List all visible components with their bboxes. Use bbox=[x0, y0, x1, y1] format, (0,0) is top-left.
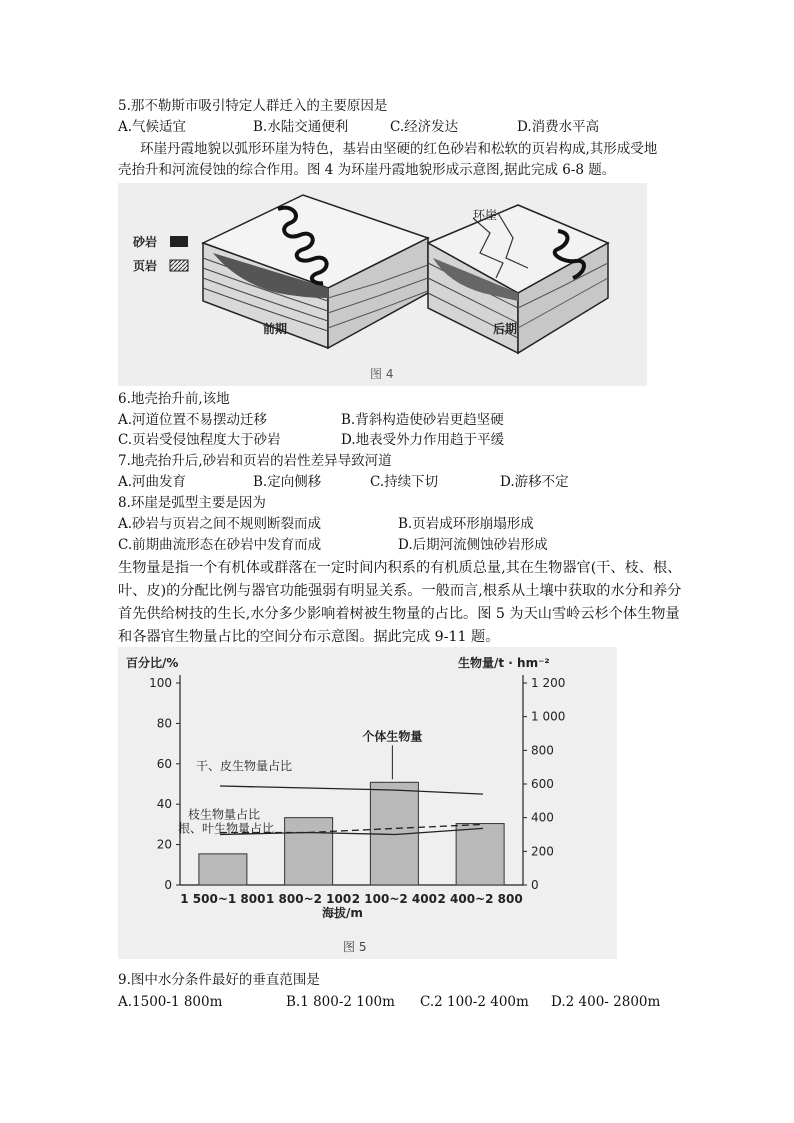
label-early: 前期 bbox=[263, 322, 288, 336]
y-left-tick-label: 80 bbox=[156, 716, 172, 731]
figure-4-diagram bbox=[118, 183, 647, 386]
figure-4 bbox=[118, 183, 647, 386]
q7-stem: 7.地壳抬升后,砂岩和页岩的岩性差异导致河道 bbox=[118, 453, 392, 469]
q5-option-c: C.经济发达 bbox=[390, 119, 459, 135]
q9-option-a: A.1500-1 800m bbox=[118, 994, 223, 1010]
x-tick-label: 2 100~2 400 bbox=[351, 892, 437, 906]
legend-sandstone-swatch bbox=[170, 236, 188, 247]
passage2-line4: 和各器官生物量占比的空间分布示意图。据此完成 9-11 题。 bbox=[118, 629, 500, 645]
q6-option-a: A.河道位置不易摆动迁移 bbox=[118, 412, 268, 428]
q5-stem: 5.那不勒斯市吸引特定人群迁入的主要原因是 bbox=[118, 98, 388, 114]
x-tick-label: 1 800~2 100 bbox=[266, 892, 352, 906]
series-label: 枝生物量占比 bbox=[188, 807, 261, 822]
q6-option-d: D.地表受外力作用趋于平缓 bbox=[341, 432, 505, 448]
legend-sandstone-label: 砂岩 bbox=[133, 235, 158, 249]
passage2-line3: 首先供给树技的生长,水分多少影响着树被生物量的占比。图 5 为天山雪岭云杉个体生物量 bbox=[118, 606, 680, 622]
q8-option-d: D.后期河流侧蚀砂岩形成 bbox=[398, 537, 548, 553]
y-right-tick-label: 800 bbox=[531, 743, 554, 758]
label-late: 后期 bbox=[493, 322, 518, 336]
q7-option-d: D.游移不定 bbox=[500, 474, 569, 490]
y-left-tick-label: 0 bbox=[164, 878, 172, 892]
q6-stem: 6.地壳抬升前,该地 bbox=[118, 391, 230, 407]
x-tick-label: 1 500~1 800 bbox=[180, 892, 266, 906]
series-line bbox=[220, 786, 483, 794]
biomass-bar bbox=[285, 818, 333, 885]
biomass-bar bbox=[456, 824, 504, 885]
y-left-tick-label: 40 bbox=[156, 797, 172, 812]
y-right-tick-label: 1 000 bbox=[531, 709, 566, 724]
y-right-tick-label: 400 bbox=[531, 810, 554, 825]
x-axis-title: 海拔/m bbox=[322, 906, 363, 920]
y-left-tick-label: 60 bbox=[156, 756, 172, 771]
series-label: 干、皮生物量占比 bbox=[196, 759, 293, 774]
y-left-tick-label: 20 bbox=[156, 837, 172, 852]
y-left-axis-title: 百分比/% bbox=[126, 656, 179, 670]
q9-option-c: C.2 100-2 400m bbox=[420, 994, 529, 1010]
biomass-chart bbox=[118, 647, 617, 959]
q5-option-d: D.消费水平高 bbox=[517, 119, 600, 135]
legend-shale-swatch bbox=[170, 260, 188, 271]
figure-5-caption: 图 5 bbox=[343, 940, 367, 954]
figure-4-caption: 图 4 bbox=[370, 367, 394, 381]
series-label: 根、叶生物量占比 bbox=[178, 821, 275, 836]
y-right-tick-label: 600 bbox=[531, 777, 554, 791]
q7-option-b: B.定向侧移 bbox=[253, 474, 322, 490]
q9-option-b: B.1 800-2 100m bbox=[286, 994, 395, 1010]
q8-option-c: C.前期曲流形态在砂岩中发育而成 bbox=[118, 537, 322, 553]
y-right-tick-label: 1 200 bbox=[531, 676, 566, 690]
x-tick-label: 2 400~2 800 bbox=[437, 892, 523, 906]
q8-option-b: B.页岩成环形崩塌形成 bbox=[398, 516, 534, 532]
label-cliff: 环崖 bbox=[473, 208, 498, 222]
series-label: 个体生物量 bbox=[362, 729, 423, 744]
q6-option-c: C.页岩受侵蚀程度大于砂岩 bbox=[118, 432, 281, 448]
y-right-axis-title: 生物量/t · hm⁻² bbox=[458, 656, 550, 670]
figure-5 bbox=[118, 647, 617, 959]
q9-option-d: D.2 400- 2800m bbox=[551, 994, 661, 1010]
q6-option-b: B.背斜构造使砂岩更趋坚硬 bbox=[341, 412, 504, 428]
early-stage-block bbox=[203, 195, 428, 348]
passage2-line2: 叶、皮)的分配比例与器官功能强弱有明显关系。一般而言,根系从土壤中获取的水分和养分 bbox=[118, 583, 682, 599]
q7-option-a: A.河曲发育 bbox=[118, 474, 187, 490]
passage2-line1: 生物量是指一个有机体或群落在一定时间内积系的有机质总量,其在生物器官(干、枝、根、 bbox=[118, 560, 682, 576]
y-right-tick-label: 0 bbox=[531, 878, 539, 892]
y-right-tick-label: 200 bbox=[531, 844, 554, 859]
y-left-tick-label: 100 bbox=[149, 676, 172, 690]
q7-option-c: C.持续下切 bbox=[370, 474, 439, 490]
q8-stem: 8.环崖是弧型主要是因为 bbox=[118, 495, 266, 511]
q5-option-b: B.水陆交通便利 bbox=[253, 119, 349, 135]
passage1-line1: 环崖丹霞地貌以弧形环崖为特色，基岩由坚硬的红色砂岩和松软的页岩构成,其形成受地 bbox=[140, 141, 658, 157]
legend-shale-label: 页岩 bbox=[133, 259, 158, 273]
biomass-bar bbox=[199, 854, 247, 885]
passage1-line2: 壳抬升和河流侵蚀的综合作用。图 4 为环崖丹霞地貌形成示意图,据此完成 6-8 题。 bbox=[118, 162, 616, 178]
late-stage-block bbox=[428, 205, 608, 353]
q8-option-a: A.砂岩与页岩之间不规则断裂而成 bbox=[118, 516, 322, 532]
q5-option-a: A.气候适宜 bbox=[118, 119, 187, 135]
q9-stem: 9.图中水分条件最好的垂直范围是 bbox=[118, 972, 320, 988]
